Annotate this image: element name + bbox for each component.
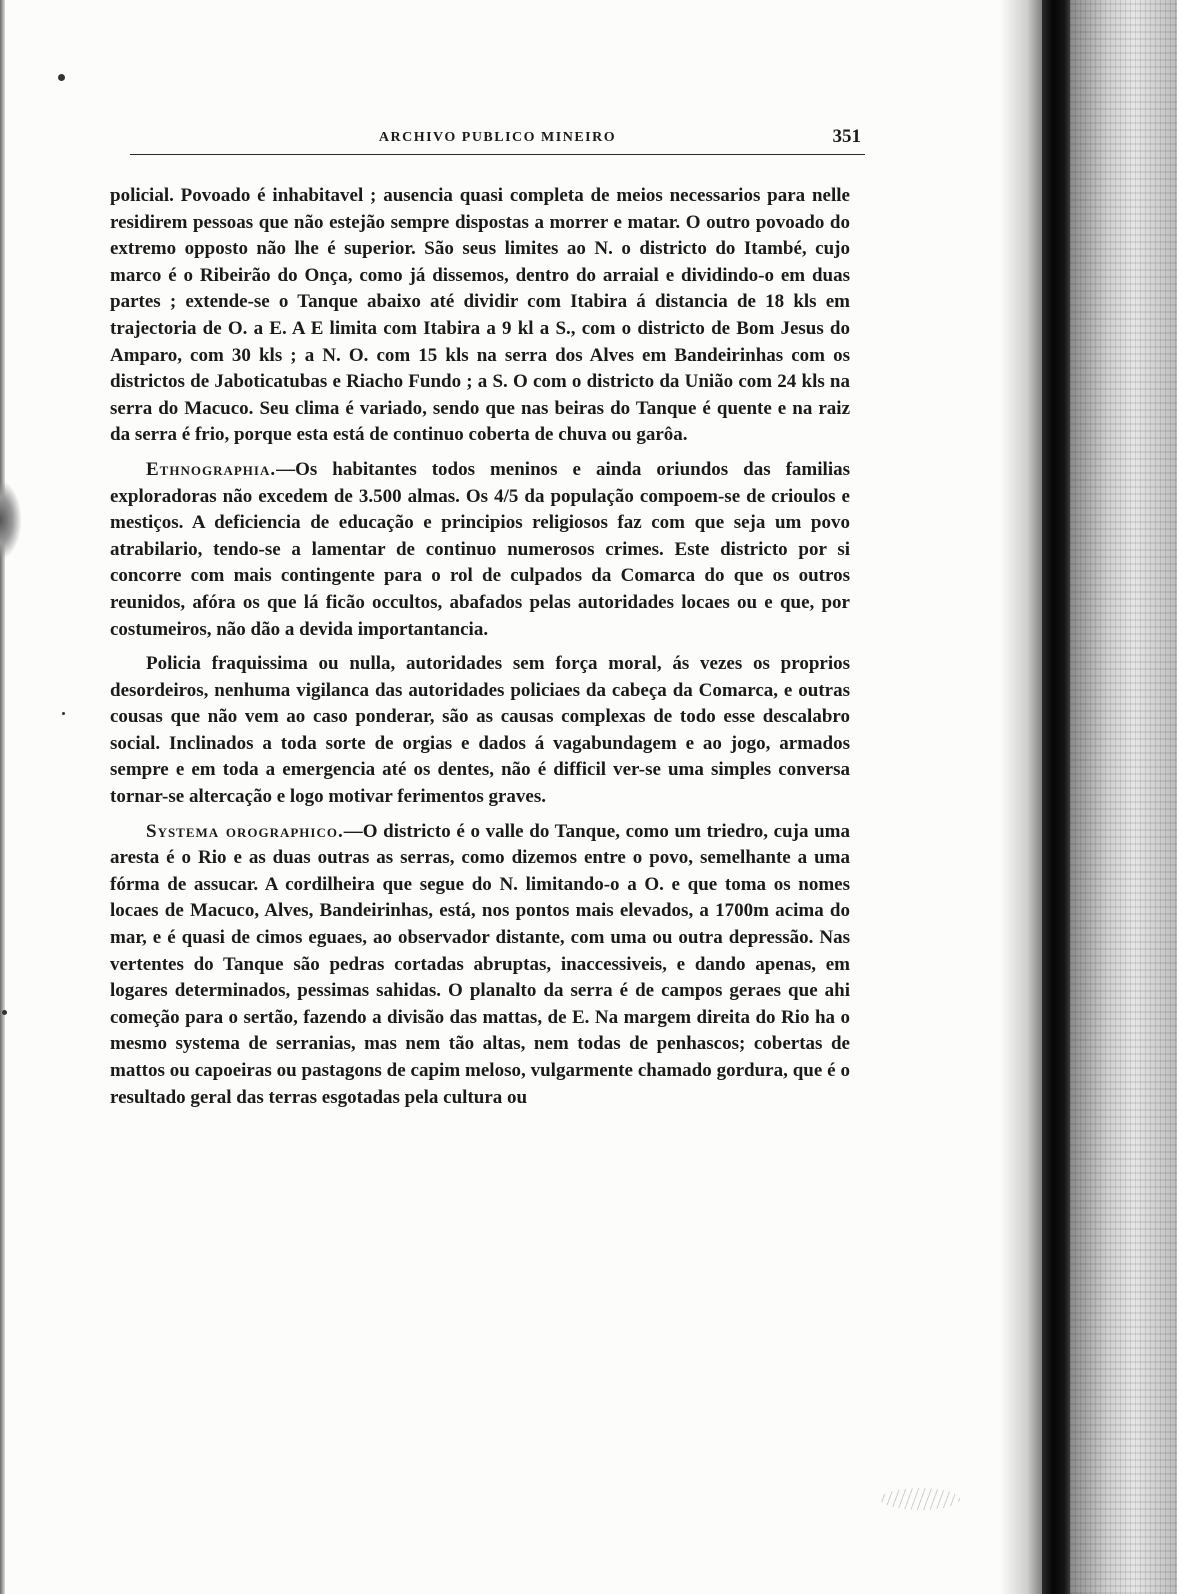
page-left-edge <box>0 0 5 1594</box>
page-number: 351 <box>832 126 861 147</box>
paragraph-ethnographia <box>110 457 850 643</box>
section-lead: Systema orographico. <box>146 820 344 842</box>
running-title: ARCHIVO PUBLICO MINEIRO <box>378 130 617 145</box>
ink-speck <box>58 74 65 81</box>
paragraph-text: —O districto é o valle do Tanque, como um triedro, cuja uma aresta é o Rio e as duas outras as serras, como dizemos entre o povo, semelhante a uma fórma de assucar. A cordilheira que segue do N. limitando-o a O. e que toma os nomes locaes de Macuco, Alves, Bandeirinhas, está, nos pontos mais elevados, a 1700m acima do mar, e é quasi de cimos eguaes, ao observador distante, com uma ou outra depressão. Nas vertentes do Tanque são pedras cortadas abruptas, inaccessiveis, e dando apenas, em logares determinados, pessimas sahidas. O planalto da serra é de campos geraes que ahi começão para o sertão, fazendo a divisão das mattas, de E. Na margem direita do Rio ha o mesmo systema de serranias, mas nem tão altas, nem todas de penhascos; cobertas de mattos ou capoeiras ou pastagons de capim meloso, vulgarmente chamado gordura, que é o resultado geral das terras esgotadas pela cultura ou <box>110 820 850 1108</box>
gutter-shadow <box>1000 0 1045 1594</box>
ink-smudge <box>880 1488 960 1510</box>
paragraph-policial <box>110 183 850 449</box>
paragraph-policia <box>110 651 850 811</box>
book-spine <box>1042 0 1070 1594</box>
paragraph-text: —Os habitantes todos meninos e ainda oriundos das familias exploradoras não excedem de 3.500 almas. Os 4/5 da população compoem-se de crioulos e mestiços. A deficiencia de educação e principios religiosos faz com que seja um povo atrabilario, tendo-se a lamentar de continuo numerosos crimes. Este districto por si concorre com mais contingente para o rol de culpados da Comarca do que os outros reunidos, afóra os que lá ficão occultos, abafados pelas autoridades locaes ou e que, por costumeiros, não dão a devida importantancia. <box>110 458 850 640</box>
margin-blot <box>0 480 22 560</box>
running-header <box>130 128 865 155</box>
ink-speck <box>2 1010 7 1015</box>
paragraph-systema-orographico <box>110 819 850 1112</box>
section-lead: Ethnographia. <box>146 458 277 480</box>
paragraph-text: policial. Povoado é inhabitavel ; ausencia quasi completa de meios necessarios para nelle residirem pessoas que não estejão sempre dispostas a morrer e matar. O outro povoado do extremo opposto não lhe é superior. São seus limites ao N. o districto do Itambé, cujo marco é o Ribeirão do Onça, como já dissemos, dentro do arraial e dividindo-o em duas partes ; extende-se o Tanque abaixo até dividir com Itabira á distancia de 18 kls em trajectoria de O. a E. A E limita com Itabira a 9 kl a S., com o districto de Bom Jesus do Amparo, com 30 kls ; a N. O. com 15 kls na serra dos Alves em Bandeirinhas com os districtos de Jaboticatubas e Riacho Fundo ; a S. O com o districto da União com 24 kls na serra do Macuco. Seu clima é variado, sendo que nas beiras do Tanque é quente e na raiz da serra é frio, porque esta está de continuo coberta de chuva ou garôa. <box>110 185 850 446</box>
adjacent-page-edge <box>1070 0 1177 1594</box>
body-text <box>110 183 850 1111</box>
paragraph-text: Policia fraquissima ou nulla, autoridades sem força moral, ás vezes os proprios desordeiros, nenhuma vigilanca das autoridades policiaes da cabeça da Comarca, e outras cousas que não vem ao caso ponderar, são as causas complexas de todo esse descalabro social. Inclinados a toda sorte de orgias e dados á vagabundagem e ao jogo, armados sempre e em toda a emergencia até os dentes, não é difficil ver-se uma simples conversa tornar-se altercação e logo motivar ferimentos graves. <box>110 653 850 808</box>
ink-speck <box>62 712 65 715</box>
